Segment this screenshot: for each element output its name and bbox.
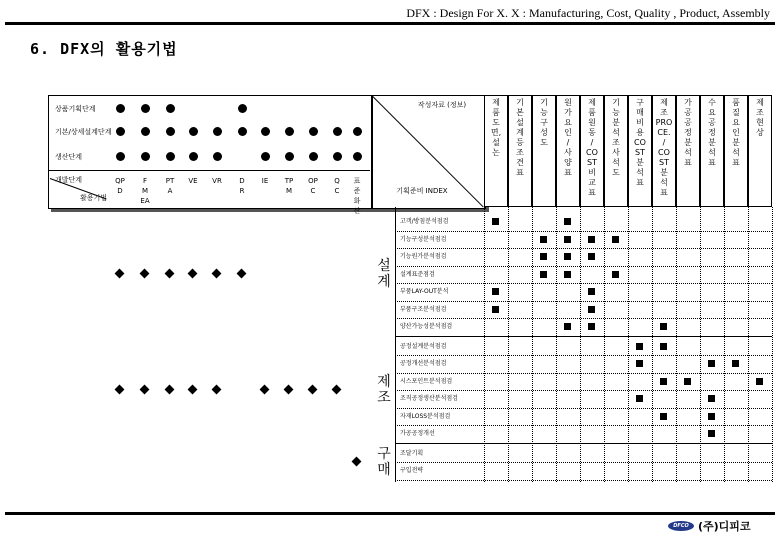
mark-square bbox=[708, 395, 715, 402]
technique-diamond bbox=[352, 457, 362, 467]
stage-dot bbox=[353, 152, 362, 161]
row-label: 양산가능성분석점검 bbox=[400, 323, 453, 330]
stage-dot bbox=[309, 127, 318, 136]
column-header-text: 요 bbox=[564, 118, 572, 127]
stage-dot bbox=[116, 127, 125, 136]
column-header-text: 동 bbox=[588, 128, 596, 137]
mark-square bbox=[588, 306, 595, 313]
technique-diamond bbox=[332, 385, 342, 395]
column-header-text: 분 bbox=[684, 138, 692, 147]
column-header-text: 석 bbox=[612, 158, 620, 167]
mark-square bbox=[564, 323, 571, 330]
column-header bbox=[484, 95, 508, 207]
row-label: 가공공정개선 bbox=[400, 430, 435, 437]
column-header-text: ST bbox=[587, 158, 597, 167]
mark-square bbox=[588, 253, 595, 260]
row-label: 조달기획 bbox=[400, 449, 424, 457]
column-header-text: 분 bbox=[708, 138, 716, 147]
column-header-text: 제 bbox=[660, 98, 668, 107]
column-header-text: 분 bbox=[636, 158, 644, 167]
column-header bbox=[748, 95, 772, 207]
row-label: 자재LOSS분석점검 bbox=[400, 412, 451, 420]
mark-square bbox=[588, 288, 595, 295]
stage-dot bbox=[116, 152, 125, 161]
technique-label: IE bbox=[261, 177, 269, 185]
column-header-text: 구 bbox=[540, 118, 548, 127]
stage-label: 상품기획단계 bbox=[55, 105, 96, 113]
column-header-text: 정 bbox=[684, 128, 692, 137]
column-header-text: 공 bbox=[684, 108, 692, 117]
column-header-text: / bbox=[566, 138, 570, 147]
column-header-text: 조 bbox=[756, 108, 764, 117]
row-rule bbox=[395, 408, 772, 409]
row-rule bbox=[395, 266, 772, 267]
stage-dot bbox=[333, 127, 342, 136]
technique-diamond bbox=[260, 385, 270, 395]
row-label: 기능원가분석점검 bbox=[400, 253, 447, 260]
column-header bbox=[628, 95, 652, 207]
tool-label: 활용기법 bbox=[80, 194, 108, 202]
column-rule bbox=[772, 207, 773, 482]
mark-square bbox=[636, 395, 643, 402]
column-header bbox=[532, 95, 556, 207]
column-header-text: 견 bbox=[516, 158, 524, 167]
stage-label: 생산단계 bbox=[55, 153, 83, 161]
column-header-text: 기 bbox=[540, 98, 548, 107]
technique-diamond bbox=[140, 269, 150, 279]
technique-diamond bbox=[115, 269, 125, 279]
technique-diamond bbox=[237, 269, 247, 279]
mark-square bbox=[588, 323, 595, 330]
column-header-text: 분 bbox=[660, 168, 668, 177]
row-rule bbox=[395, 248, 772, 249]
mark-square bbox=[492, 288, 499, 295]
column-header-text: 제 bbox=[756, 98, 764, 107]
stage-dot bbox=[285, 152, 294, 161]
mark-square bbox=[756, 378, 763, 385]
row-rule bbox=[395, 231, 772, 232]
row-label: 시스포인트분석점검 bbox=[400, 377, 453, 385]
column-header-text: 공 bbox=[708, 118, 716, 127]
row-rule bbox=[395, 301, 772, 302]
technique-label: FMEA bbox=[140, 177, 150, 205]
column-header-text: CO bbox=[658, 148, 670, 157]
section-label: 제 조 bbox=[377, 374, 391, 406]
column-header-text: 석 bbox=[732, 148, 740, 157]
mark-square bbox=[636, 343, 643, 350]
column-header-text: 도 bbox=[492, 118, 500, 127]
stage-dot bbox=[141, 127, 150, 136]
mark-square bbox=[708, 430, 715, 437]
stage-dot bbox=[189, 152, 198, 161]
technique-diamond bbox=[165, 385, 175, 395]
row-label: 공정설계분석점검 bbox=[400, 342, 447, 350]
column-rule bbox=[604, 207, 605, 482]
column-rule bbox=[748, 207, 749, 482]
column-header-text: 표 bbox=[660, 188, 668, 197]
column-header-text: 제 bbox=[588, 98, 596, 107]
technique-diamond bbox=[212, 269, 222, 279]
stage-dot bbox=[213, 127, 222, 136]
row-label: 부품LAY-OUT분석 bbox=[400, 288, 449, 295]
column-header-text: 사 bbox=[564, 148, 572, 157]
stage-dot bbox=[353, 127, 362, 136]
column-header-text: 능 bbox=[612, 108, 620, 117]
column-header-text: 요 bbox=[708, 108, 716, 117]
column-header-text: 용 bbox=[636, 128, 644, 137]
column-header-text: 현 bbox=[756, 118, 764, 127]
column-header-text: 조 bbox=[516, 148, 524, 157]
top-rule bbox=[5, 22, 775, 25]
header-text: DFX : Design For X. X : Manufacturing, Cost, Quality , Product, Assembly bbox=[406, 6, 770, 20]
technique-diamond bbox=[284, 385, 294, 395]
column-header-text: 원 bbox=[588, 118, 596, 127]
column-header-text: 수 bbox=[708, 98, 716, 107]
stage-divider bbox=[48, 170, 370, 171]
label-rule bbox=[395, 207, 396, 482]
technique-diamond bbox=[140, 385, 150, 395]
column-header-text: 공 bbox=[684, 118, 692, 127]
stage-dot bbox=[261, 152, 270, 161]
row-label: 공정개선분석점검 bbox=[400, 360, 447, 367]
mark-square bbox=[492, 218, 499, 225]
column-header-text: 석 bbox=[612, 128, 620, 137]
technique-diamond bbox=[165, 269, 175, 279]
column-header-text: 설 bbox=[516, 118, 524, 127]
stage-dot bbox=[166, 127, 175, 136]
column-header-text: CE. bbox=[657, 128, 671, 137]
mark-square bbox=[732, 360, 739, 367]
mark-square bbox=[564, 218, 571, 225]
stage-dot bbox=[238, 127, 247, 136]
column-rule bbox=[532, 207, 533, 482]
mark-square bbox=[540, 253, 547, 260]
column-header bbox=[652, 95, 676, 207]
mark-square bbox=[612, 236, 619, 243]
stage-dot bbox=[213, 152, 222, 161]
stage-dot bbox=[189, 127, 198, 136]
bottom-rule bbox=[5, 512, 775, 515]
row-label: 고객/방침분석점검 bbox=[400, 218, 449, 225]
column-header-text: 기 bbox=[612, 98, 620, 107]
stage-dot bbox=[238, 104, 247, 113]
stage-dot bbox=[309, 152, 318, 161]
column-header-text: 분 bbox=[732, 138, 740, 147]
technique-label: TPM bbox=[284, 177, 294, 195]
column-header bbox=[700, 95, 724, 207]
column-header-text: 교 bbox=[588, 178, 596, 187]
column-header-text: 비 bbox=[636, 118, 644, 127]
section-label: 구 매 bbox=[377, 446, 391, 478]
section-rule bbox=[395, 443, 772, 444]
column-header-text: 비 bbox=[588, 168, 596, 177]
column-rule bbox=[580, 207, 581, 482]
stage-dot bbox=[141, 152, 150, 161]
row-label: 기능구성분석점검 bbox=[400, 235, 447, 243]
column-header-text: 분 bbox=[612, 118, 620, 127]
row-rule bbox=[395, 425, 772, 426]
column-header-text: 원 bbox=[564, 98, 572, 107]
column-header-text: 가 bbox=[564, 108, 572, 117]
technique-diamond bbox=[188, 385, 198, 395]
stage-dot bbox=[116, 104, 125, 113]
mark-square bbox=[636, 360, 643, 367]
column-rule bbox=[556, 207, 557, 482]
company-logo bbox=[668, 518, 751, 534]
column-header-text: 계 bbox=[516, 128, 524, 137]
stage-dot bbox=[141, 104, 150, 113]
mark-square bbox=[588, 236, 595, 243]
corner-top: 작성자료 (정보) bbox=[417, 101, 467, 109]
column-header-text: CO bbox=[634, 138, 646, 147]
technique-diamond bbox=[115, 385, 125, 395]
column-header-text: 기 bbox=[516, 98, 524, 107]
stage-dot bbox=[333, 152, 342, 161]
technique-label: 표준화산 bbox=[353, 177, 361, 215]
stage-matrix bbox=[48, 95, 372, 209]
row-label: 부품구조분석점검 bbox=[400, 305, 447, 313]
column-header-text: 양 bbox=[564, 158, 572, 167]
column-header-text: 석 bbox=[660, 178, 668, 187]
row-label: 구입전략 bbox=[400, 467, 424, 474]
column-header-text: 질 bbox=[732, 108, 740, 117]
column-header-text: 설 bbox=[492, 138, 500, 147]
technique-diamond bbox=[188, 269, 198, 279]
page-title: 6. DFX의 활용기법 bbox=[30, 40, 178, 58]
column-header-text: 석 bbox=[684, 148, 692, 157]
column-header-text: 매 bbox=[636, 108, 644, 117]
column-rule bbox=[724, 207, 725, 482]
row-rule bbox=[395, 318, 772, 319]
row-rule bbox=[395, 283, 772, 284]
mark-square bbox=[492, 306, 499, 313]
mark-square bbox=[708, 360, 715, 367]
mark-square bbox=[708, 413, 715, 420]
column-header bbox=[676, 95, 700, 207]
column-header-text: 면, bbox=[490, 128, 502, 137]
technique-label: VE bbox=[188, 177, 198, 185]
mark-square bbox=[564, 253, 571, 260]
stage-dot bbox=[285, 127, 294, 136]
column-rule bbox=[628, 207, 629, 482]
logo-mark-icon: DFCO bbox=[668, 521, 694, 531]
column-header bbox=[556, 95, 580, 207]
mark-square bbox=[684, 378, 691, 385]
column-header-text: 석 bbox=[636, 168, 644, 177]
mark-square bbox=[612, 271, 619, 278]
column-header-text: 가 bbox=[684, 98, 692, 107]
column-header-text: 도 bbox=[612, 168, 620, 177]
dev-stage-label: 개발단계 bbox=[55, 176, 83, 184]
column-rule bbox=[700, 207, 701, 482]
column-header-text: 조 bbox=[612, 138, 620, 147]
column-rule bbox=[676, 207, 677, 482]
section-label: 설 계 bbox=[377, 258, 391, 291]
mark-square bbox=[660, 343, 667, 350]
technique-label: OPC bbox=[308, 177, 318, 195]
row-label: 조직공정생산분석점검 bbox=[400, 395, 458, 402]
column-header-text: ST bbox=[635, 148, 645, 157]
column-header-text: 표 bbox=[564, 168, 572, 177]
column-header bbox=[724, 95, 748, 207]
column-header-text: / bbox=[590, 138, 594, 147]
column-header-text: CO bbox=[586, 148, 598, 157]
column-header-text: ST bbox=[659, 158, 669, 167]
section-rule bbox=[395, 336, 772, 337]
mark-square bbox=[660, 378, 667, 385]
column-header-text: 제 bbox=[492, 98, 500, 107]
technique-diamond bbox=[308, 385, 318, 395]
row-rule bbox=[395, 390, 772, 391]
column-header-text: 인 bbox=[564, 128, 572, 137]
column-header-text: 본 bbox=[516, 108, 524, 117]
column-header-text: 상 bbox=[756, 128, 764, 137]
column-header-text: 정 bbox=[708, 128, 716, 137]
technique-label: QPD bbox=[115, 177, 125, 195]
column-header-text: 등 bbox=[516, 138, 524, 147]
column-header-text: 논 bbox=[492, 148, 500, 157]
column-header-text: 능 bbox=[540, 108, 548, 117]
stage-dot bbox=[261, 127, 270, 136]
column-header-text: 표 bbox=[588, 188, 596, 197]
column-header-text: 품 bbox=[588, 108, 596, 117]
column-header-text: 품 bbox=[732, 98, 740, 107]
row-rule bbox=[395, 373, 772, 374]
column-header-text: 구 bbox=[636, 98, 644, 107]
column-header-text: 도 bbox=[540, 138, 548, 147]
column-header bbox=[508, 95, 532, 207]
company-name: (주)디피코 bbox=[698, 520, 751, 533]
column-header bbox=[580, 95, 604, 207]
column-rule bbox=[508, 207, 509, 482]
mark-square bbox=[564, 271, 571, 278]
row-rule bbox=[395, 462, 772, 463]
column-header-text: 사 bbox=[612, 148, 620, 157]
column-header-text: 석 bbox=[708, 148, 716, 157]
row-rule bbox=[395, 480, 772, 481]
column-header-text: 표 bbox=[636, 178, 644, 187]
corner-bottom: 기획준비 INDEX bbox=[396, 187, 448, 195]
column-header bbox=[604, 95, 628, 207]
mark-square bbox=[564, 236, 571, 243]
column-rule bbox=[484, 207, 485, 482]
mark-square bbox=[660, 413, 667, 420]
column-header-text: 성 bbox=[540, 128, 548, 137]
column-header-text: 표 bbox=[732, 158, 740, 167]
row-label: 설계표준점검 bbox=[400, 270, 435, 278]
mark-square bbox=[540, 236, 547, 243]
column-header-text: 인 bbox=[732, 128, 740, 137]
row-rule bbox=[395, 355, 772, 356]
technique-label: DR bbox=[239, 177, 245, 195]
technique-label: VR bbox=[212, 177, 222, 185]
column-rule bbox=[652, 207, 653, 482]
column-header-text: / bbox=[662, 138, 666, 147]
technique-label: PTA bbox=[165, 177, 175, 195]
column-header-text: 요 bbox=[732, 118, 740, 127]
technique-diamond bbox=[212, 385, 222, 395]
stage-dot bbox=[166, 152, 175, 161]
mark-square bbox=[540, 271, 547, 278]
column-header-text: 품 bbox=[492, 108, 500, 117]
column-header-text: PRO bbox=[655, 118, 673, 127]
column-header-text: 표 bbox=[684, 158, 692, 167]
technique-label: QC bbox=[334, 177, 340, 195]
column-header-text: 조 bbox=[660, 108, 668, 117]
column-header-text: 표 bbox=[516, 168, 524, 177]
mark-square bbox=[660, 323, 667, 330]
column-header-text: 표 bbox=[708, 158, 716, 167]
stage-label: 기본/상세설계단계 bbox=[55, 128, 112, 136]
stage-dot bbox=[166, 104, 175, 113]
